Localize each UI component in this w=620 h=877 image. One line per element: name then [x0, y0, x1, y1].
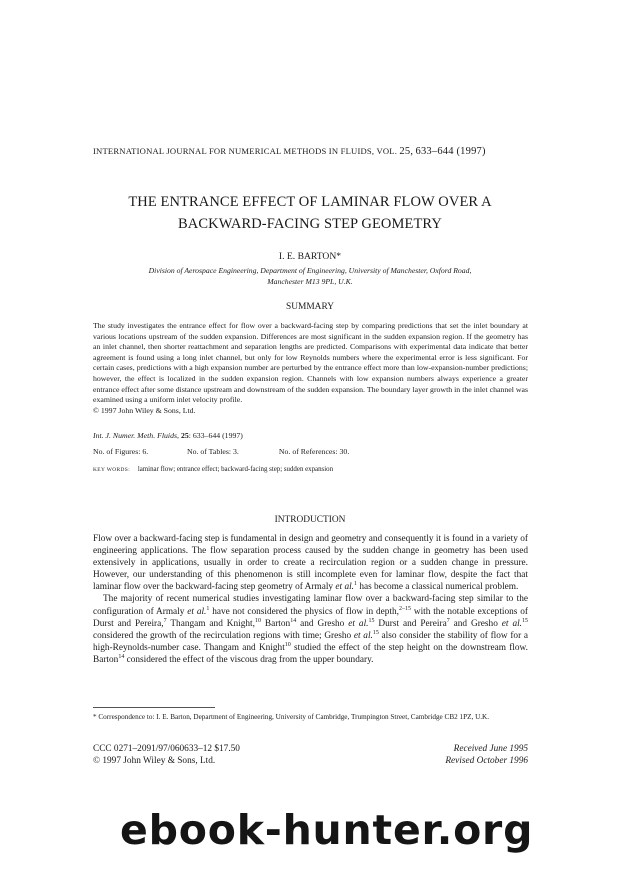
references-count: No. of References: 30. [278, 447, 350, 456]
paper-title [0, 191, 620, 235]
affiliation-line2: Manchester M13 9PL, U.K. [267, 277, 353, 286]
ccc-code: CCC 0271–2091/97/060633–12 $17.50 [93, 744, 240, 754]
intro-paragraph-1: Flow over a backward-facing step is fundamental in design and geometry and consequently it is found in a variety of engineering applications. The flow separation process caused by the sudden change in geometry has been used extensively in applications, usually in order to create a recirculation region or a sudden change in pressure. However, our understanding of this phenomenon is still incomplete even for laminar flow, despite the fact that laminar flow over the backward-facing step geometry of Armaly et al.$^1$ has become a classical numerical problem. [93, 534, 528, 593]
tables-count: No. of Tables: 3. [186, 447, 239, 456]
keywords [93, 466, 333, 473]
bottom-right-dates [380, 743, 528, 768]
bottom-left-info [93, 743, 240, 768]
watermark: ebook-hunter.org [120, 806, 534, 854]
introduction-body [93, 533, 528, 666]
keywords-text: laminar flow; entrance effect; backward-facing step; sudden expansion [137, 466, 334, 473]
citation-pages: : 633–644 (1997) [188, 431, 243, 440]
citation [93, 431, 243, 440]
footnote-rule [93, 707, 215, 708]
author: I. E. BARTON* [278, 251, 342, 262]
paper-title-line2: BACKWARD-FACING STEP GEOMETRY [178, 216, 442, 232]
paper-title-line1: THE ENTRANCE EFFECT OF LAMINAR FLOW OVER A [128, 194, 492, 210]
summary-heading: SUMMARY [286, 302, 334, 312]
received-date: Received June 1995 [453, 744, 528, 754]
summary-text [93, 321, 528, 416]
citation-journal: Int. J. Numer. Meth. Fluids, [93, 431, 179, 440]
keywords-label: KEY WORDS: [93, 467, 131, 473]
summary-body: The study investigates the entrance effect for flow over a backward-facing step by comparing predictions that set the inlet boundary at various locations upstream of the sudden expansion. Differences are most significant in the sudden expansion region. If the geometry has an inlet channel, then shorter reattachment and separation lengths are predicted. Comparisons with experimental data indicate that better agreement is found using a long inlet channel, but only for low Reynolds numbers where the experimental error is less significant. For certain cases, predictions with a high expansion number are perturbed by the entrance effect more than low-expansion-number predictions; however, the effect is localized in the sudden expansion region. Channels with low expansion numbers always experience a greater entrance effect after some distance upstream and downstream of the sudden expansion. The boundary layer growth in the inlet channel was examined using a uniform inlet velocity profile. [93, 321, 528, 405]
counts [93, 447, 349, 456]
affiliation-line1: Division of Aerospace Engineering, Department of Engineering, University of Manchester, Oxford Road, [148, 266, 472, 275]
introduction-heading: INTRODUCTION [274, 515, 346, 525]
citation-volume: 25 [180, 431, 189, 440]
summary-copyright: © 1997 John Wiley & Sons, Ltd. [93, 405, 196, 415]
journal-header-prefix: INTERNATIONAL JOURNAL FOR NUMERICAL METHODS IN FLUIDS, VOL. [93, 146, 398, 156]
intro-paragraph-2: The majority of recent numerical studies investigating laminar flow over a backward-facing step similar to the configuration of Armaly et al.$^1$ have not considered the physics of flow in depth,$^{2-15}$ with the notable exceptions of Durst and Pereira,$^7$ Thangam and Knight,$^{10}$ Barton$^{14}$ and Gresho et al.$^{15}$ Durst and Pereira$^7$ and Gresho et al.$^{15}$ considered the growth of the recirculation regions with time; Gresho et al.$^{15}$ also consider the stability of flow for a high-Reynolds-number case. Thangam and Knight$^{10}$ studied the effect of the step height on the downstream flow. Barton$^{14}$ considered the effect of the viscous drag from the upper boundary. [93, 594, 529, 665]
revised-date: Revised October 1996 [445, 756, 528, 767]
journal-header-volume: 25, [399, 146, 414, 157]
affiliation [120, 265, 500, 287]
figures-count: No. of Figures: 6. [93, 447, 149, 456]
journal-header [93, 146, 486, 157]
footnote: * Correspondence to: I. E. Barton, Department of Engineering, University of Cambridge, Trumpington Street, Cambridge CB2 1PZ, U.K. [93, 713, 490, 721]
journal-header-pages: 633–644 (1997) [415, 146, 486, 157]
bottom-copyright: © 1997 John Wiley & Sons, Ltd. [93, 756, 216, 767]
